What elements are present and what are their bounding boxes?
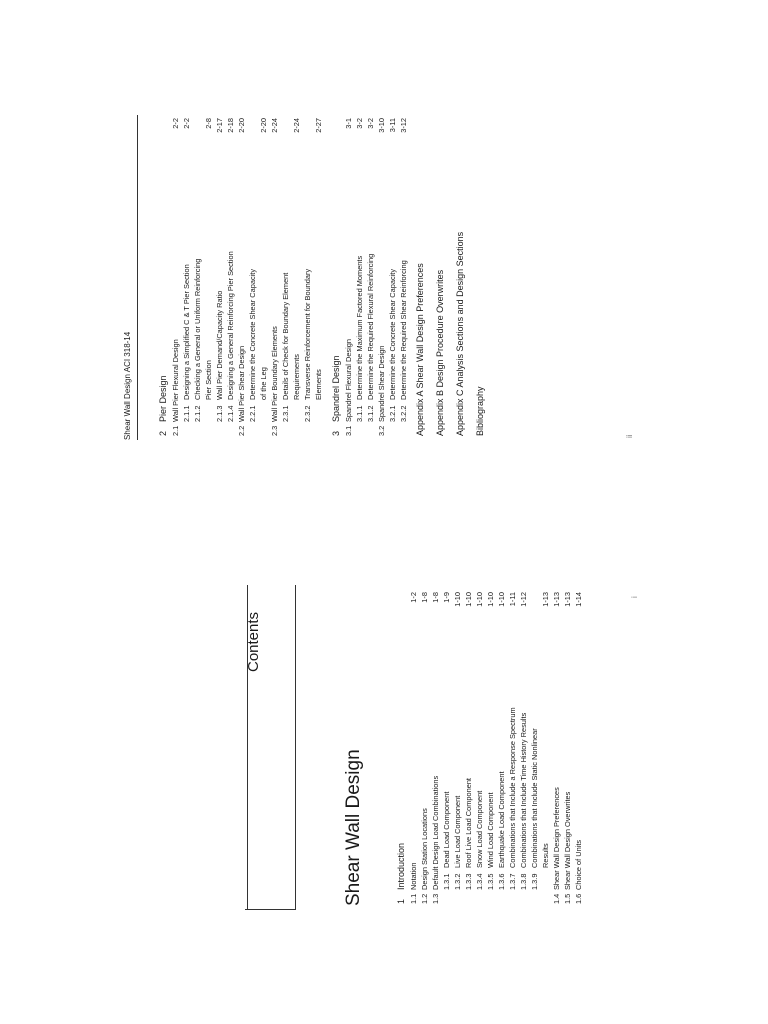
margin-mark: i bbox=[630, 596, 639, 598]
toc-entry bbox=[529, 592, 540, 904]
toc-entry bbox=[411, 118, 429, 436]
toc-entry-number: 3.2.1 bbox=[388, 405, 397, 422]
toc-entry-page: 3-2 bbox=[366, 118, 375, 129]
toc-entry-page: 2-8 bbox=[204, 118, 213, 129]
toc-entry-title: Spandrel Shear Design bbox=[377, 345, 386, 422]
toc-entry-number: 1.3 bbox=[431, 893, 440, 904]
toc-entry-number: 2 bbox=[158, 430, 168, 436]
toc-entry bbox=[258, 118, 269, 436]
toc-entry-title: Designing a Simplified C & T Pier Section bbox=[182, 264, 191, 400]
title-rule bbox=[295, 585, 296, 910]
toc-entry-number: 1.3.9 bbox=[530, 873, 539, 890]
toc-entry-title: Wall Pier Demand/Capacity Ratio bbox=[215, 290, 224, 400]
toc-entry-title: Snow Load Component bbox=[475, 790, 484, 868]
toc-entry bbox=[365, 118, 376, 436]
toc-entry-title: Live Load Component bbox=[453, 795, 462, 868]
toc-entry-number: 1.3.7 bbox=[508, 873, 517, 890]
toc-entry-title: Determine the Maximum Factored Moments bbox=[355, 255, 364, 400]
toc-entry-number: 1.3.3 bbox=[464, 873, 473, 890]
toc-entry-page: 2-20 bbox=[237, 118, 246, 133]
toc-entry-title: of the Leg bbox=[259, 367, 268, 400]
toc-entry-number: 1.3.1 bbox=[442, 873, 451, 890]
toc-entry bbox=[408, 592, 419, 904]
toc-entry-page: 1-12 bbox=[519, 592, 528, 607]
toc-entry-number: 1.3.2 bbox=[453, 873, 462, 890]
toc-entry-page: 3-10 bbox=[377, 118, 386, 133]
toc-entry bbox=[496, 592, 507, 904]
toc-entry-number: 2.1.2 bbox=[193, 405, 202, 422]
header-rule bbox=[137, 115, 138, 440]
toc-entry-number: 1.3.8 bbox=[519, 873, 528, 890]
toc-entry bbox=[192, 118, 203, 436]
toc-entry-title: Combinations that Include Static Nonlinear bbox=[530, 728, 539, 868]
toc-entry-page: 2-20 bbox=[259, 118, 268, 133]
toc-entry-title: Pier Design bbox=[158, 375, 168, 422]
toc-entry-page: 1-10 bbox=[475, 592, 484, 607]
toc-entry bbox=[395, 592, 408, 904]
toc-entry-title: Determine the Concrete Shear Capacity bbox=[248, 268, 257, 400]
toc-entry-page: 1-13 bbox=[563, 592, 572, 607]
margin-mark: ii bbox=[625, 434, 634, 438]
toc-entry-number: 3.1 bbox=[344, 425, 353, 436]
toc-entry-title: Wall Pier Flexural Design bbox=[171, 339, 180, 422]
toc-entry-number: 1.3.4 bbox=[475, 873, 484, 890]
toc-entry bbox=[419, 592, 430, 904]
toc-entry bbox=[291, 118, 302, 436]
toc-entry bbox=[330, 118, 343, 436]
toc-entry-number: 2.2 bbox=[237, 425, 246, 436]
table-of-contents bbox=[395, 592, 605, 904]
toc-entry-page: 3-2 bbox=[355, 118, 364, 129]
toc-entry-number: 2.1.4 bbox=[226, 405, 235, 422]
toc-entry-number: 2.3.1 bbox=[281, 405, 290, 422]
toc-entry-title: Elements bbox=[314, 369, 323, 400]
toc-entry-page: 2-24 bbox=[270, 118, 279, 133]
toc-entry bbox=[573, 592, 584, 904]
toc-entry bbox=[181, 118, 192, 436]
toc-entry-title: Notation bbox=[409, 862, 418, 890]
toc-entry bbox=[562, 592, 573, 904]
toc-entry-number: 3 bbox=[331, 430, 341, 436]
toc-entry-page: 1-10 bbox=[453, 592, 462, 607]
toc-entry-page: 1-10 bbox=[486, 592, 495, 607]
toc-entry-number: 1.5 bbox=[563, 893, 572, 904]
toc-entry bbox=[518, 592, 529, 904]
toc-entry-title: Default Design Load Combinations bbox=[431, 775, 440, 890]
toc-entry-title: Introduction bbox=[396, 842, 406, 890]
toc-entry-title: Bibliography bbox=[475, 386, 485, 436]
toc-entry bbox=[302, 118, 313, 436]
toc-entry-page: 1-10 bbox=[497, 592, 506, 607]
toc-entry bbox=[214, 118, 225, 436]
toc-entry-title: Spandrel Flexural Design bbox=[344, 339, 353, 422]
toc-entry-title: Appendix A Shear Wall Design Preferences bbox=[415, 263, 425, 436]
toc-entry-number: 2.1 bbox=[171, 425, 180, 436]
toc-entry-title: Choice of Units bbox=[574, 839, 583, 890]
toc-entry-title: Wind Load Component bbox=[486, 792, 495, 868]
toc-entry-number: 3.2 bbox=[377, 425, 386, 436]
toc-entry bbox=[354, 118, 365, 436]
toc-entry bbox=[376, 118, 387, 436]
toc-entry-title: Determine the Required Shear Reinforcing bbox=[399, 260, 408, 400]
toc-entry-page: 1-13 bbox=[552, 592, 561, 607]
toc-entry-title: Roof Live Load Component bbox=[464, 778, 473, 868]
chapter-title: Shear Wall Design bbox=[343, 749, 364, 906]
toc-entry bbox=[157, 118, 170, 436]
toc-entry-title: Wall Pier Boundary Elements bbox=[270, 326, 279, 422]
toc-entry-title: Wall Pier Shear Design bbox=[237, 345, 246, 422]
toc-entry-title: Earthquake Load Component bbox=[497, 771, 506, 868]
toc-entry-title: Combinations that Include a Response Spectrum bbox=[508, 707, 517, 868]
toc-entry-page: 2-18 bbox=[226, 118, 235, 133]
toc-entry-number: 1.2 bbox=[420, 893, 429, 904]
toc-entry-number: 1.1 bbox=[409, 893, 418, 904]
toc-entry-title: Determine the Required Flexural Reinforcing bbox=[366, 253, 375, 400]
toc-entry-page: 1-14 bbox=[574, 592, 583, 607]
toc-entry bbox=[313, 118, 324, 436]
toc-entry-title: Shear Wall Design Preferences bbox=[552, 787, 561, 890]
contents-heading: Contents bbox=[245, 611, 262, 672]
toc-entry-title: Pier Section bbox=[204, 360, 213, 400]
toc-entry-title: Designing a General Reinforcing Pier Section bbox=[226, 251, 235, 400]
toc-entry-title: Appendix B Design Procedure Overwrites bbox=[435, 269, 445, 436]
toc-entry-number: 3.1.1 bbox=[355, 405, 364, 422]
toc-entry bbox=[507, 592, 518, 904]
toc-entry-number: 1.6 bbox=[574, 893, 583, 904]
toc-entry bbox=[471, 118, 489, 436]
table-of-contents bbox=[157, 118, 485, 436]
toc-entry bbox=[451, 118, 469, 436]
toc-entry-page: 1-10 bbox=[464, 592, 473, 607]
toc-entry-title: Shear Wall Design Overwrites bbox=[563, 791, 572, 890]
toc-entry-page: 2-17 bbox=[215, 118, 224, 133]
toc-entry bbox=[398, 118, 409, 436]
toc-entry-title: Appendix C Analysis Sections and Design Sections bbox=[455, 231, 465, 436]
toc-entry-number: 2.1.1 bbox=[182, 405, 191, 422]
contents-page-right bbox=[123, 115, 634, 440]
toc-entry bbox=[463, 592, 474, 904]
toc-entry bbox=[170, 118, 181, 436]
toc-entry-number: 3.1.2 bbox=[366, 405, 375, 422]
toc-entry bbox=[247, 118, 258, 436]
toc-entry bbox=[225, 118, 236, 436]
toc-entry-page: 2-2 bbox=[171, 118, 180, 129]
toc-entry-page: 1-2 bbox=[409, 592, 418, 603]
toc-entry-title: Results bbox=[541, 843, 550, 868]
toc-entry-number: 1.3.6 bbox=[497, 873, 506, 890]
toc-entry-page: 2-27 bbox=[314, 118, 323, 133]
toc-entry-number: 1 bbox=[396, 898, 406, 904]
toc-entry-number: 3.2.2 bbox=[399, 405, 408, 422]
toc-entry bbox=[485, 592, 496, 904]
toc-entry bbox=[236, 118, 247, 436]
running-header: Shear Wall Design ACI 318-14 bbox=[123, 331, 132, 440]
toc-entry-page: 1-11 bbox=[508, 592, 517, 607]
toc-entry bbox=[452, 592, 463, 904]
toc-entry-page: 3-12 bbox=[399, 118, 408, 133]
contents-page-left bbox=[245, 585, 639, 910]
toc-entry-title: Combinations that Include Time History Results bbox=[519, 712, 528, 868]
toc-entry-page: 3-11 bbox=[388, 118, 397, 133]
toc-entry-number: 2.3.2 bbox=[303, 405, 312, 422]
toc-entry-title: Determine the Concrete Shear Capacity bbox=[388, 268, 397, 400]
toc-entry bbox=[551, 592, 562, 904]
toc-entry-page: 2-2 bbox=[182, 118, 191, 129]
toc-entry-title: Transverse Reinforcement for Boundary bbox=[303, 268, 312, 400]
toc-entry-page: 1-13 bbox=[541, 592, 550, 607]
toc-entry-page: 2-24 bbox=[292, 118, 301, 133]
toc-entry-title: Details of Check for Boundary Element bbox=[281, 272, 290, 400]
toc-entry-title: Design Station Locations bbox=[420, 808, 429, 890]
toc-entry bbox=[474, 592, 485, 904]
toc-entry-number: 2.1.3 bbox=[215, 405, 224, 422]
toc-entry-page: 1-9 bbox=[442, 592, 451, 603]
toc-entry-page: 1-8 bbox=[420, 592, 429, 603]
toc-entry bbox=[280, 118, 291, 436]
toc-entry-number: 2.3 bbox=[270, 425, 279, 436]
toc-entry bbox=[387, 118, 398, 436]
toc-entry-page: 3-1 bbox=[344, 118, 353, 129]
toc-entry bbox=[441, 592, 452, 904]
toc-entry bbox=[431, 118, 449, 436]
toc-entry-title: Dead Load Component bbox=[442, 791, 451, 868]
toc-entry-title: Checking a General or Uniform Reinforcing bbox=[193, 258, 202, 400]
toc-entry bbox=[203, 118, 214, 436]
toc-entry bbox=[269, 118, 280, 436]
toc-entry-title: Requirements bbox=[292, 353, 301, 400]
toc-entry-number: 1.4 bbox=[552, 893, 561, 904]
toc-entry-title: Spandrel Design bbox=[331, 355, 341, 422]
toc-entry-number: 1.3.5 bbox=[486, 873, 495, 890]
toc-entry-page: 1-8 bbox=[431, 592, 440, 603]
left-edge-rule bbox=[245, 909, 295, 910]
toc-entry bbox=[430, 592, 441, 904]
toc-entry bbox=[343, 118, 354, 436]
toc-entry-number: 2.2.1 bbox=[248, 405, 257, 422]
toc-entry bbox=[540, 592, 551, 904]
